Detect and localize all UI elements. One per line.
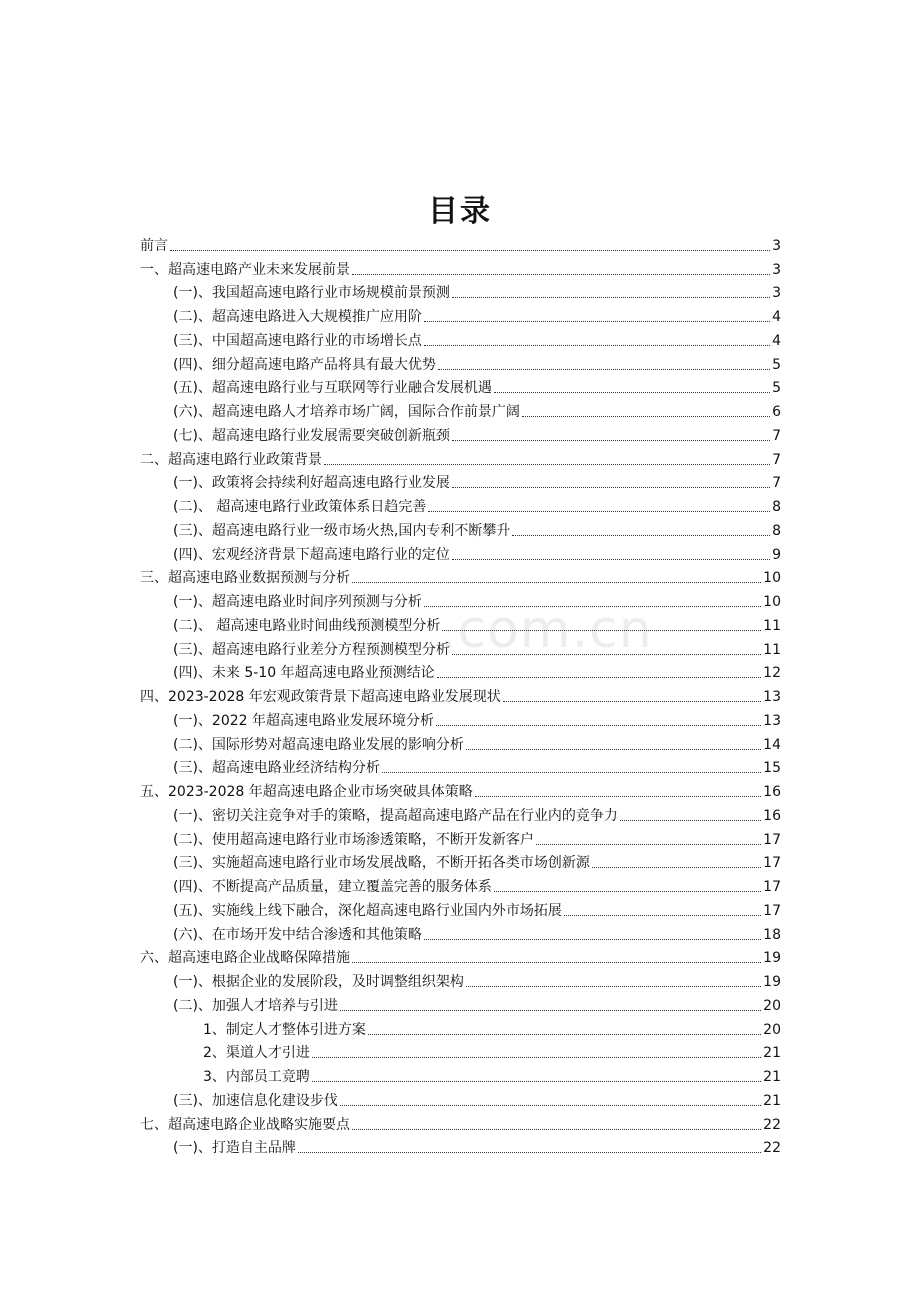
toc-entry[interactable] [140,706,781,730]
toc-entry-label: (三)、超高速电路行业差分方程预测模型分析 [173,641,450,658]
toc-entry-page-number: 4 [772,332,781,349]
toc-entry[interactable] [140,1110,781,1134]
toc-dot-leader [438,369,770,370]
toc-entry-label: 四、2023-2028 年宏观政策背景下超高速电路业发展现状 [140,689,501,705]
toc-entry-page-number: 21 [763,1045,781,1062]
toc-dot-leader [512,535,770,536]
toc-entry-label: 六、超高速电路企业战略保障措施 [140,950,350,967]
toc-entry-page-number: 21 [763,1092,781,1109]
toc-dot-leader [298,1152,761,1153]
toc-entry[interactable] [140,350,781,374]
toc-dot-leader [170,250,770,251]
toc-entry-page-number: 19 [763,950,781,967]
toc-entry[interactable] [140,397,781,421]
toc-entry-label: (四)、未来 5-10 年超高速电路业预测结论 [173,665,435,682]
toc-dot-leader [620,820,761,821]
toc-entry-page-number: 15 [763,760,781,777]
toc-dot-leader [312,1081,761,1082]
toc-dot-leader [428,511,770,512]
toc-entry-page-number: 22 [763,1140,781,1157]
toc-dot-leader [592,867,761,868]
toc-entry[interactable] [140,896,781,920]
toc-entry-label: (六)、在市场开发中结合渗透和其他策略 [173,926,422,943]
toc-entry-page-number: 21 [763,1069,781,1085]
toc-entry-page-number: 4 [772,309,781,325]
toc-entry[interactable] [140,1086,781,1110]
toc-entry-label: 七、超高速电路企业战略实施要点 [140,1116,350,1133]
toc-entry-label: (五)、实施线上线下融合，深化超高速电路行业国内外市场拓展 [173,902,562,919]
toc-entry[interactable] [140,326,781,350]
toc-entry-label: (三)、中国超高速电路行业的市场增长点 [173,332,422,349]
toc-entry-page-number: 8 [772,522,781,539]
toc-dot-leader [564,915,761,916]
toc-entry-label: (五)、超高速电路行业与互联网等行业融合发展机遇 [173,380,492,397]
toc-dot-leader [312,1057,761,1058]
toc-dot-leader [466,986,761,987]
toc-entry-label: (一)、密切关注竞争对手的策略，提高超高速电路产品在行业内的竞争力 [173,807,618,824]
toc-entry-page-number: 7 [772,427,781,444]
toc-entry-page-number: 8 [772,499,781,515]
toc-dot-leader [352,1129,761,1130]
toc-dot-leader [352,962,761,963]
toc-entry-label: (二)、加强人才培养与引进 [173,997,338,1014]
toc-entry[interactable] [140,492,781,516]
toc-dot-leader [494,392,770,393]
toc-entry-label: (二)、 超高速电路行业政策体系日趋完善 [173,499,427,515]
toc-entry-page-number: 10 [763,594,781,610]
toc-dot-leader [368,1034,761,1035]
toc-entry[interactable] [140,659,781,683]
toc-entry-label: 二、超高速电路行业政策背景 [140,451,322,468]
table-of-contents [140,231,781,1157]
toc-dot-leader [340,1010,761,1011]
toc-entry-label: (一)、政策将会持续利好超高速电路行业发展 [173,475,450,492]
toc-entry-page-number: 3 [772,261,781,278]
toc-entry[interactable] [140,872,781,896]
toc-entry-label: (三)、超高速电路行业一级市场火热,国内专利不断攀升 [173,522,511,539]
toc-entry-label: (一)、根据企业的发展阶段，及时调整组织架构 [173,974,464,990]
toc-entry-label: (二)、 超高速电路业时间曲线预测模型分析 [173,617,441,634]
toc-entry[interactable] [140,279,781,303]
toc-dot-leader [436,725,761,726]
toc-entry[interactable] [140,754,781,778]
toc-entry-label: (二)、国际形势对超高速电路业发展的影响分析 [173,736,464,753]
toc-entry[interactable] [140,944,781,968]
toc-entry[interactable] [140,255,781,279]
toc-dot-leader [494,891,761,892]
toc-entry-label: 一、超高速电路产业未来发展前景 [140,261,350,278]
toc-entry-label: (四)、不断提高产品质量，建立覆盖完善的服务体系 [173,879,492,895]
toc-entry-label: (三)、加速信息化建设步伐 [173,1092,338,1109]
toc-entry[interactable] [140,991,781,1015]
toc-dot-leader [452,440,770,441]
toc-entry-label: (七)、超高速电路行业发展需要突破创新瓶颈 [173,427,450,444]
toc-entry-page-number: 18 [763,926,781,943]
toc-entry[interactable] [140,920,781,944]
toc-entry[interactable] [140,469,781,493]
toc-entry-page-number: 22 [763,1116,781,1133]
toc-dot-leader [452,487,770,488]
toc-entry-label: (四)、细分超高速电路产品将具有最大优势 [173,356,436,373]
toc-entry[interactable] [140,682,781,706]
toc-entry-page-number: 7 [772,451,781,468]
toc-dot-leader [475,796,761,797]
toc-dot-leader [442,630,761,631]
toc-entry-page-number: 13 [763,689,781,705]
toc-entry[interactable] [140,374,781,398]
toc-entry-page-number: 13 [763,712,781,729]
toc-dot-leader [452,559,770,560]
toc-entry-label: (一)、2022 年超高速电路业发展环境分析 [173,712,435,729]
toc-dot-leader [424,606,761,607]
toc-dot-leader [452,654,761,655]
toc-entry-label: (二)、使用超高速电路行业市场渗透策略，不断开发新客户 [173,831,534,848]
toc-entry-page-number: 17 [763,902,781,919]
toc-entry[interactable] [140,611,781,635]
toc-dot-leader [466,749,761,750]
toc-entry-label: 五、2023-2028 年超高速电路企业市场突破具体策略 [140,784,473,800]
toc-entry[interactable] [140,1015,781,1039]
toc-entry-label: (三)、超高速电路业经济结构分析 [173,760,380,777]
toc-entry[interactable] [140,564,781,588]
toc-entry-page-number: 12 [763,665,781,682]
toc-entry-label: (三)、实施超高速电路行业市场发展战略，不断开拓各类市场创新源 [173,855,590,872]
toc-entry-label: (一)、我国超高速电路行业市场规模前景预测 [173,285,450,302]
toc-entry[interactable] [140,302,781,326]
toc-entry-label: 3、内部员工竞聘 [203,1069,310,1085]
toc-dot-leader [324,464,770,465]
toc-entry-page-number: 5 [772,380,781,397]
toc-entry[interactable] [140,635,781,659]
toc-entry-page-number: 17 [763,879,781,895]
toc-dot-leader [352,582,761,583]
toc-entry-label: 三、超高速电路业数据预测与分析 [140,570,350,587]
toc-entry[interactable] [140,587,781,611]
toc-entry-page-number: 14 [763,736,781,753]
toc-entry[interactable] [140,231,781,255]
toc-entry-page-number: 19 [763,974,781,990]
toc-entry[interactable] [140,849,781,873]
toc-dot-leader [503,701,761,702]
toc-dot-leader [382,772,761,773]
toc-entry[interactable] [140,730,781,754]
toc-entry-label: 2、渠道人才引进 [203,1045,310,1062]
toc-entry[interactable] [140,445,781,469]
toc-dot-leader [522,416,770,417]
toc-entry[interactable] [140,825,781,849]
toc-entry-page-number: 10 [763,570,781,587]
toc-entry-page-number: 17 [763,855,781,872]
toc-entry-page-number: 11 [763,641,781,658]
toc-dot-leader [340,1105,761,1106]
toc-dot-leader [424,321,770,322]
toc-entry-label: 1、制定人才整体引进方案 [203,1021,366,1038]
toc-entry-page-number: 5 [772,356,781,373]
toc-entry-page-number: 16 [763,807,781,824]
toc-entry[interactable] [140,1062,781,1086]
toc-entry-page-number: 7 [772,475,781,492]
toc-entry-page-number: 20 [763,997,781,1014]
toc-entry-page-number: 16 [763,784,781,800]
toc-entry[interactable] [140,801,781,825]
toc-entry[interactable] [140,1039,781,1063]
toc-dot-leader [424,939,761,940]
toc-entry-page-number: 6 [772,404,781,420]
toc-entry-label: 前言 [140,237,168,254]
toc-dot-leader [536,844,761,845]
toc-entry-label: (六)、超高速电路人才培养市场广阔，国际合作前景广阔 [173,404,520,420]
toc-dot-leader [452,297,770,298]
toc-entry[interactable] [140,516,781,540]
toc-entry-label: (二)、超高速电路进入大规模推广应用阶 [173,309,422,325]
toc-entry-page-number: 3 [772,285,781,302]
toc-entry[interactable] [140,1134,781,1158]
toc-entry-page-number: 17 [763,831,781,848]
toc-entry-page-number: 11 [763,617,781,634]
toc-entry[interactable] [140,540,781,564]
watermark: .com.cn [440,600,653,660]
toc-entry[interactable] [140,777,781,801]
toc-entry-page-number: 20 [763,1021,781,1038]
toc-dot-leader [424,345,770,346]
toc-entry[interactable] [140,967,781,991]
toc-entry-page-number: 3 [772,237,781,254]
page-title: 目录 [428,194,492,229]
toc-entry[interactable] [140,421,781,445]
toc-dot-leader [437,677,762,678]
toc-entry-label: (四)、宏观经济背景下超高速电路行业的定位 [173,546,450,563]
toc-entry-label: (一)、打造自主品牌 [173,1140,296,1157]
toc-entry-label: (一)、超高速电路业时间序列预测与分析 [173,594,422,610]
toc-dot-leader [352,274,770,275]
toc-entry-page-number: 9 [772,546,781,563]
